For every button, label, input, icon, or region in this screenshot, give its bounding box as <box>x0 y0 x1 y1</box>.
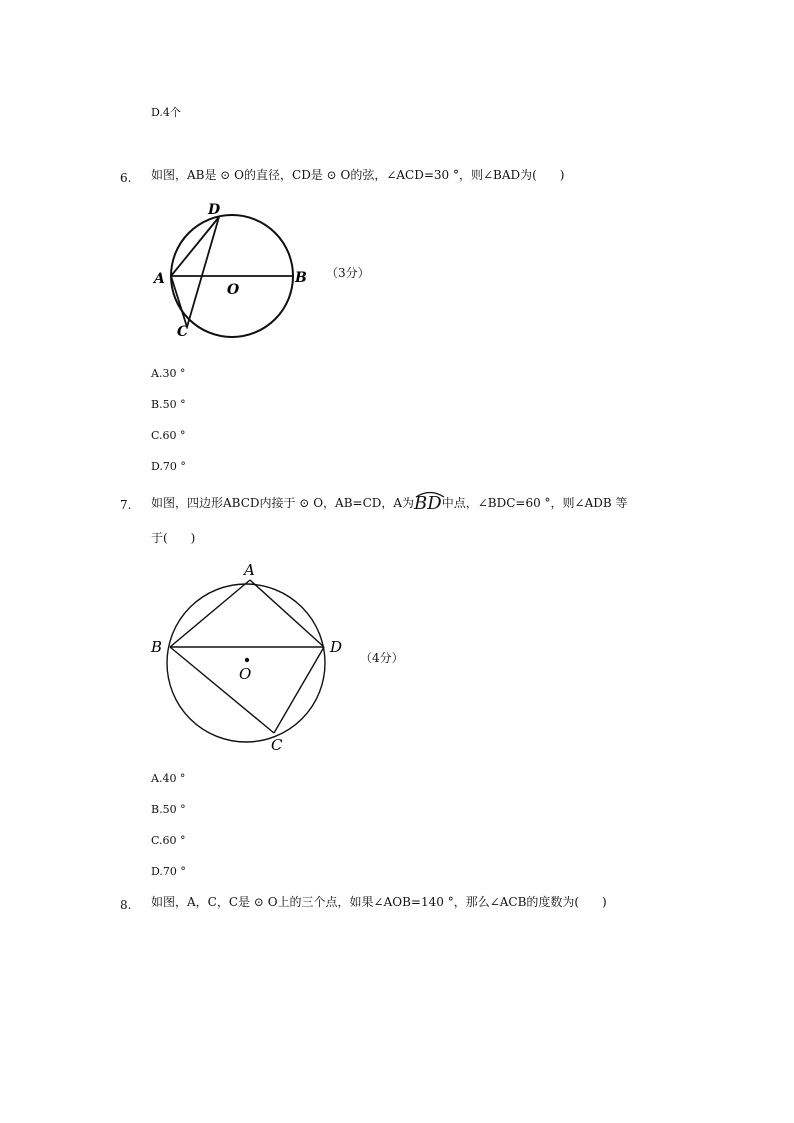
question-6-number: 6. <box>120 171 132 185</box>
side-bc <box>170 647 274 733</box>
question-7-stem-line2: 于( ) <box>151 531 196 545</box>
question-7-option-b: B.50 ° <box>151 803 186 816</box>
chord-dc <box>187 217 219 327</box>
label-c: C <box>177 324 189 340</box>
circle-o <box>167 584 325 742</box>
chord-ac <box>171 276 187 327</box>
question-6-figure <box>150 198 320 343</box>
question-8-stem: 如图，A，C，C是 ⊙ O上的三个点，如果∠AOB=140 °，那么∠ACB的度数为( ) <box>151 895 607 909</box>
question-7-stem <box>151 495 628 512</box>
label-d: D <box>330 638 343 656</box>
question-6-option-d: D.70 ° <box>151 460 186 473</box>
label-o: O <box>239 665 252 683</box>
question-6-stem: 如图，AB是 ⊙ O的直径，CD是 ⊙ O的弦，∠ACD=30 °，则∠BAD为( ) <box>151 168 565 182</box>
label-b: B <box>151 638 163 656</box>
arc-mark <box>414 490 446 498</box>
question-7-option-d: D.70 ° <box>151 865 186 878</box>
question-7-number: 7. <box>120 498 132 512</box>
arc-bd-label: BD <box>414 493 442 514</box>
question-7-option-c: C.60 ° <box>151 834 186 847</box>
label-b: B <box>295 270 307 286</box>
side-cd <box>274 647 324 733</box>
center-point <box>245 658 249 662</box>
question-7-stem-part1: 如图，四边形ABCD内接于 ⊙ O，AB=CD，A为 <box>151 496 415 510</box>
question-7-option-a: A.40 ° <box>151 772 186 785</box>
question-6-score: （3分） <box>326 266 370 280</box>
arc-bd <box>414 493 442 514</box>
label-a: A <box>154 271 165 287</box>
question-7-figure <box>148 558 358 758</box>
label-d: D <box>208 202 221 218</box>
option-d-prev: D.4个 <box>151 106 181 119</box>
side-ad <box>250 580 324 647</box>
question-6-option-c: C.60 ° <box>151 429 186 442</box>
question-6-option-b: B.50 ° <box>151 398 186 411</box>
question-7-score: （4分） <box>360 651 404 665</box>
label-o: O <box>227 282 240 298</box>
side-ab <box>170 580 250 647</box>
question-6-option-a: A.30 ° <box>151 367 186 380</box>
label-c: C <box>271 736 283 754</box>
label-a: A <box>244 561 255 579</box>
question-8-number: 8. <box>120 898 132 912</box>
question-7-stem-part2: 中点，∠BDC=60 °，则∠ADB 等 <box>441 496 628 510</box>
